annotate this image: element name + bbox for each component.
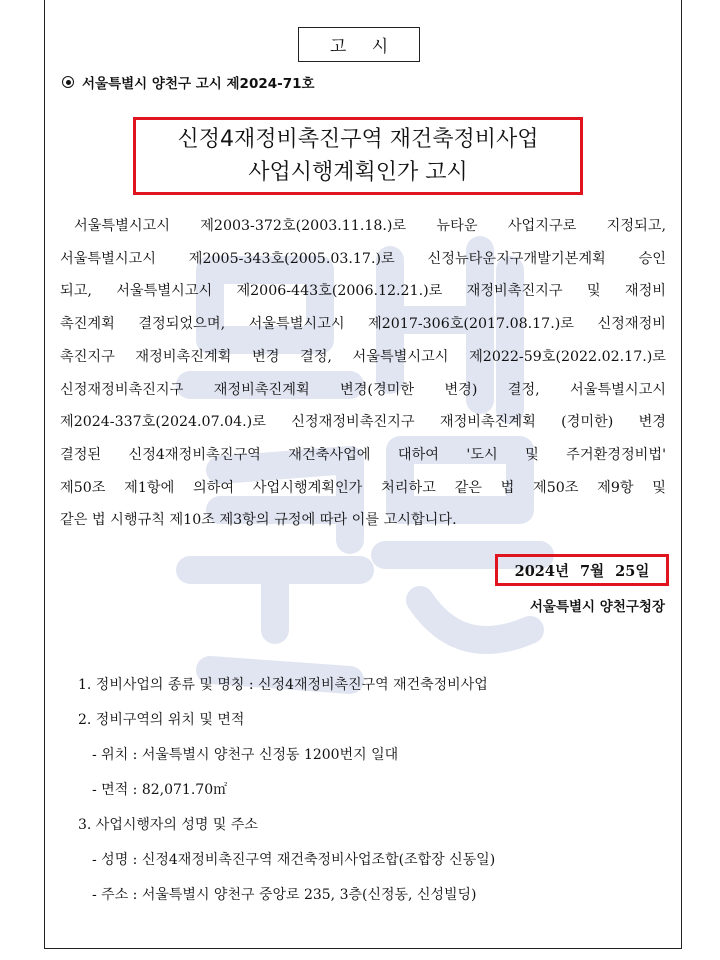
- list-item: - 주소 : 서울특별시 양천구 중앙로 235, 3층(신정동, 신성빌딩): [92, 887, 477, 903]
- list-item: 1. 정비사업의 종류 및 명칭 : 신정4재정비촉진구역 재건축정비사업: [78, 677, 488, 693]
- body-line: 서울특별시고시 제2005-343호(2005.03.17.)로 신정뉴타운지구개발기본계획 승인: [60, 250, 666, 267]
- list-item: 3. 사업시행자의 성명 및 주소: [78, 817, 258, 833]
- notice-date: 2024년 7월 25일: [495, 554, 669, 586]
- body-line: 신정재정비촉진지구 재정비촉진계획 변경(경미한 변경) 결정, 서울특별시고시: [60, 381, 666, 398]
- body-line: 결정된 신정4재정비촉진구역 재건축사업에 대하여 '도시 및 주거환경정비법': [60, 446, 666, 463]
- notice-body: [60, 210, 666, 537]
- document-number: [62, 72, 315, 92]
- list-item: 2. 정비구역의 위치 및 면적: [78, 712, 245, 728]
- document-number-text: 서울특별시 양천구 고시 제2024-71호: [82, 76, 315, 92]
- body-line: 촉진계획 결정되었으며, 서울특별시고시 제2017-306호(2017.08.17.)로 신정재정비: [60, 316, 666, 333]
- body-line: 되고, 서울특별시고시 제2006-443호(2006.12.21.)로 재정비촉진지구 및 재정비: [60, 283, 666, 300]
- title-line-1: 신정4재정비촉진구역 재건축정비사업: [177, 127, 539, 152]
- list-item: - 성명 : 신정4재정비촉진구역 재건축정비사업조합(조합장 신동일): [92, 852, 496, 868]
- body-line: 제2024-337호(2024.07.04.)로 신정재정비촉진지구 재정비촉진계획 (경미한) 변경: [60, 414, 666, 431]
- double-circle-bullet-icon: [62, 76, 74, 88]
- body-line: 서울특별시고시 제2003-372호(2003.11.18.)로 뉴타운 사업지구로 지정되고,: [74, 218, 666, 234]
- title-box: [133, 117, 583, 195]
- notice-items-list: [78, 668, 495, 913]
- title-line-2: 사업시행계획인가 고시: [248, 160, 468, 185]
- body-line: 같은 법 시행규칙 제10조 제3항의 규정에 따라 이를 고시합니다.: [60, 512, 457, 529]
- notice-label-box: 고 시: [298, 27, 420, 62]
- signer-name: 서울특별시 양천구청장: [529, 599, 665, 615]
- list-item: - 위치 : 서울특별시 양천구 신정동 1200번지 일대: [92, 747, 399, 763]
- list-item: - 면적 : 82,071.70㎡: [92, 782, 228, 798]
- body-line: 제50조 제1항에 의하여 사업시행계획인가 처리하고 같은 법 제50조 제9항 및: [60, 479, 666, 496]
- body-line: 촉진지구 재정비촉진계획 변경 결정, 서울특별시고시 제2022-59호(2022.02.17.)로: [60, 348, 666, 365]
